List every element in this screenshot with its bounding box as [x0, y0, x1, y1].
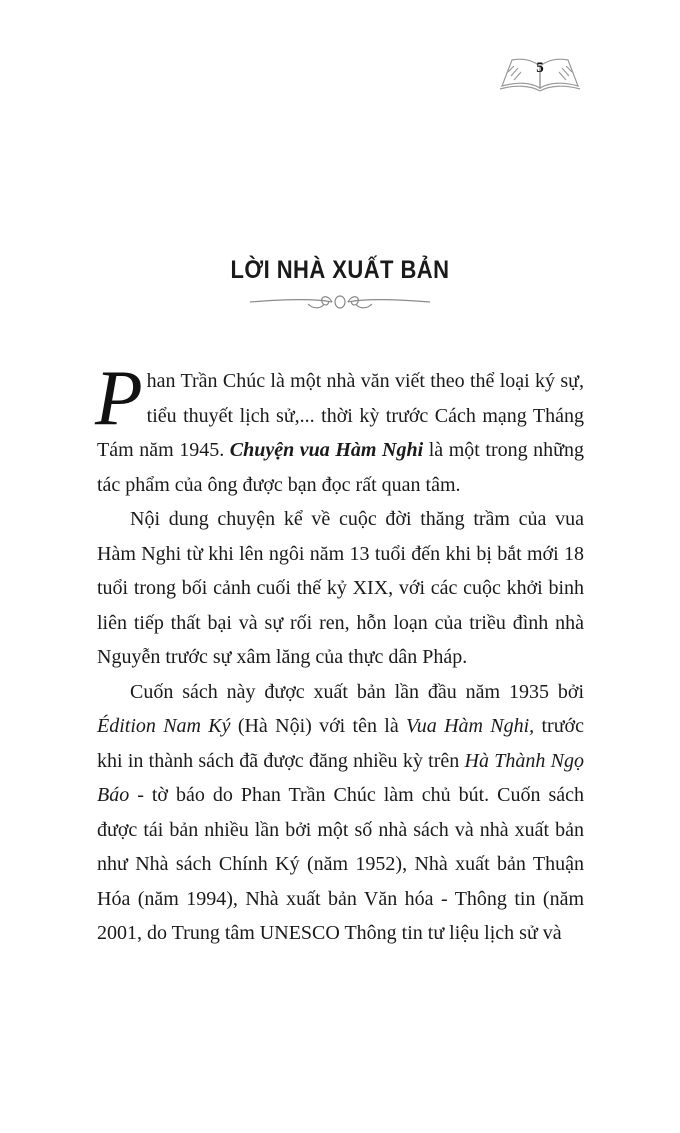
publisher-name: Édition Nam Ký [97, 715, 231, 737]
p3-text-b: (Hà Nội) với tên là [230, 715, 407, 737]
page-number-badge [498, 52, 582, 94]
p3-text-d: - tờ báo do Phan Trần Chúc làm chủ bút. Cuốn sách được tái bản nhiều lần bởi một số nhà sách và nhà xuất bản như Nhà sách Chính Ký (năm 1952), Nhà xuất bản Thuận Hóa (năm 1994), Nhà xuất bản Văn hóa - Thông tin (năm 2001, do Trung tâm UNESCO Thông tin tư liệu lịch sử và [97, 784, 584, 944]
page-number: 5 [536, 60, 544, 76]
p3-text-c: trước khi in thành sách đã được đăng nhiều kỳ trên [97, 715, 584, 772]
paragraph-2: Nội dung chuyện kể về cuộc đời thăng trầm của vua Hàm Nghi từ khi lên ngôi năm 13 tuổi đến khi bị bắt mới 18 tuổi trong bối cảnh cuối thế kỷ XIX, với các cuộc khởi binh liên tiếp thất bại và sự rối ren, hỗn loạn của triều đình nhà Nguyễn trước sự xâm lăng của thực dân Pháp. [97, 508, 584, 668]
original-title: Vua Hàm Nghi, [406, 715, 535, 737]
p1-text-b: là một trong những tác phẩm của ông được bạn đọc rất quan tâm. [97, 439, 584, 496]
title-ornament [248, 290, 432, 314]
p3-text-a: Cuốn sách này được xuất bản lần đầu năm 1935 bởi [130, 680, 584, 703]
drop-cap: P [95, 354, 143, 441]
section-title: LỜI NHÀ XUẤT BẢN [230, 256, 450, 284]
newspaper-name: Hà Thành Ngọ Báo [97, 749, 584, 806]
book-title: Chuyện vua Hàm Nghi [229, 439, 424, 461]
paragraph-1 [95, 354, 584, 502]
p1-text-a: han Trần Chúc là một nhà văn viết theo thể loại ký sự, tiểu thuyết lịch sử,... thời kỳ trước Cách mạng Tháng Tám năm 1945. [97, 370, 584, 461]
paragraph-3 [97, 675, 584, 951]
body-text [95, 354, 584, 951]
